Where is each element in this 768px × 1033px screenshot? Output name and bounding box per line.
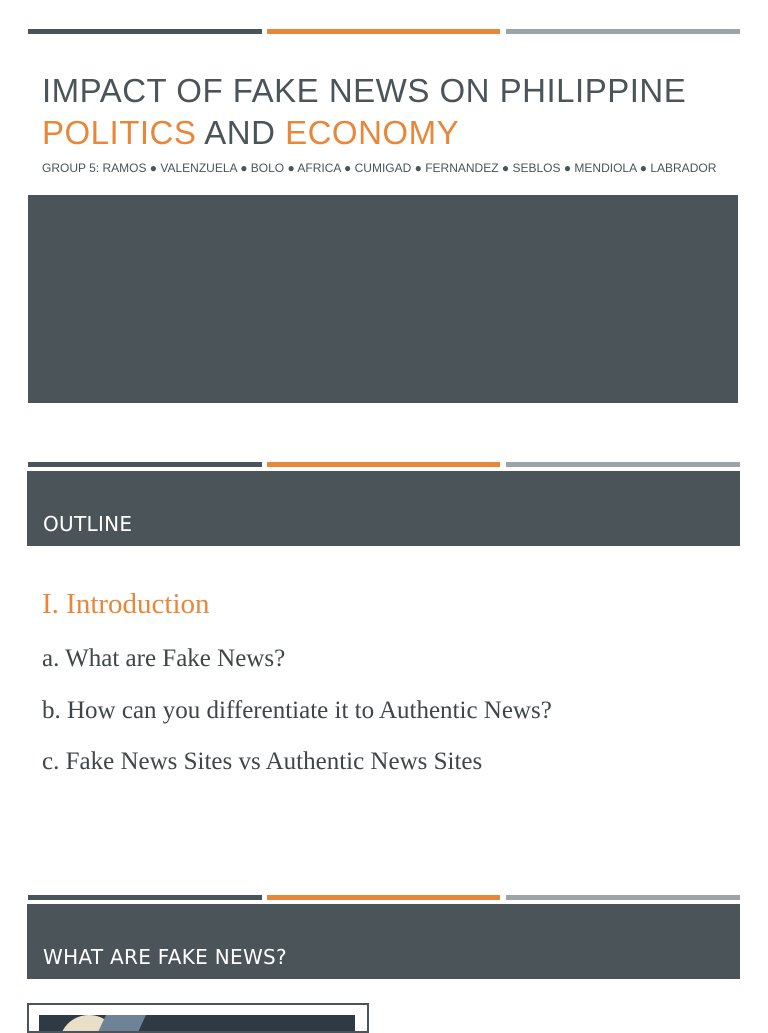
- outline-item-b: b. How can you differentiate it to Authentic News?: [42, 697, 552, 724]
- outline-item-introduction: I. Introduction: [42, 588, 210, 620]
- title-word-economy: ECONOMY: [285, 114, 460, 151]
- top-bar-dark: [28, 29, 262, 34]
- slide2-bar-dark: [28, 462, 262, 467]
- slide3-bar-dark: [28, 895, 262, 900]
- title-word-and: AND: [196, 114, 286, 151]
- fake-news-header: [27, 904, 740, 979]
- slide-title-line2: [42, 114, 459, 152]
- title-image-block: [28, 195, 738, 403]
- slide3-bar-orange: [267, 895, 500, 900]
- slide2-bar-orange: [267, 462, 500, 467]
- slide-title-line1: IMPACT OF FAKE NEWS ON PHILIPPINE: [42, 72, 687, 109]
- outline-header-label: OUTLINE: [43, 512, 133, 536]
- outline-header: [27, 471, 740, 546]
- slide3-bar-gray: [506, 895, 740, 900]
- outline-item-c: c. Fake News Sites vs Authentic News Sites: [42, 748, 483, 775]
- top-bar-orange: [267, 29, 500, 34]
- outline-item-a: a. What are Fake News?: [42, 645, 286, 672]
- authors-line: GROUP 5: RAMOS ● VALENZUELA ● BOLO ● AFRICA ● CUMIGAD ● FERNANDEZ ● SEBLOS ● MENDIOLA ● LABRADOR: [42, 161, 717, 175]
- title-word-politics: POLITICS: [42, 114, 197, 151]
- slide2-bar-gray: [506, 462, 740, 467]
- top-bar-gray: [506, 29, 740, 34]
- fake-news-header-label: WHAT ARE FAKE NEWS?: [43, 945, 287, 969]
- slide3-image-thumbnail: [27, 1003, 369, 1033]
